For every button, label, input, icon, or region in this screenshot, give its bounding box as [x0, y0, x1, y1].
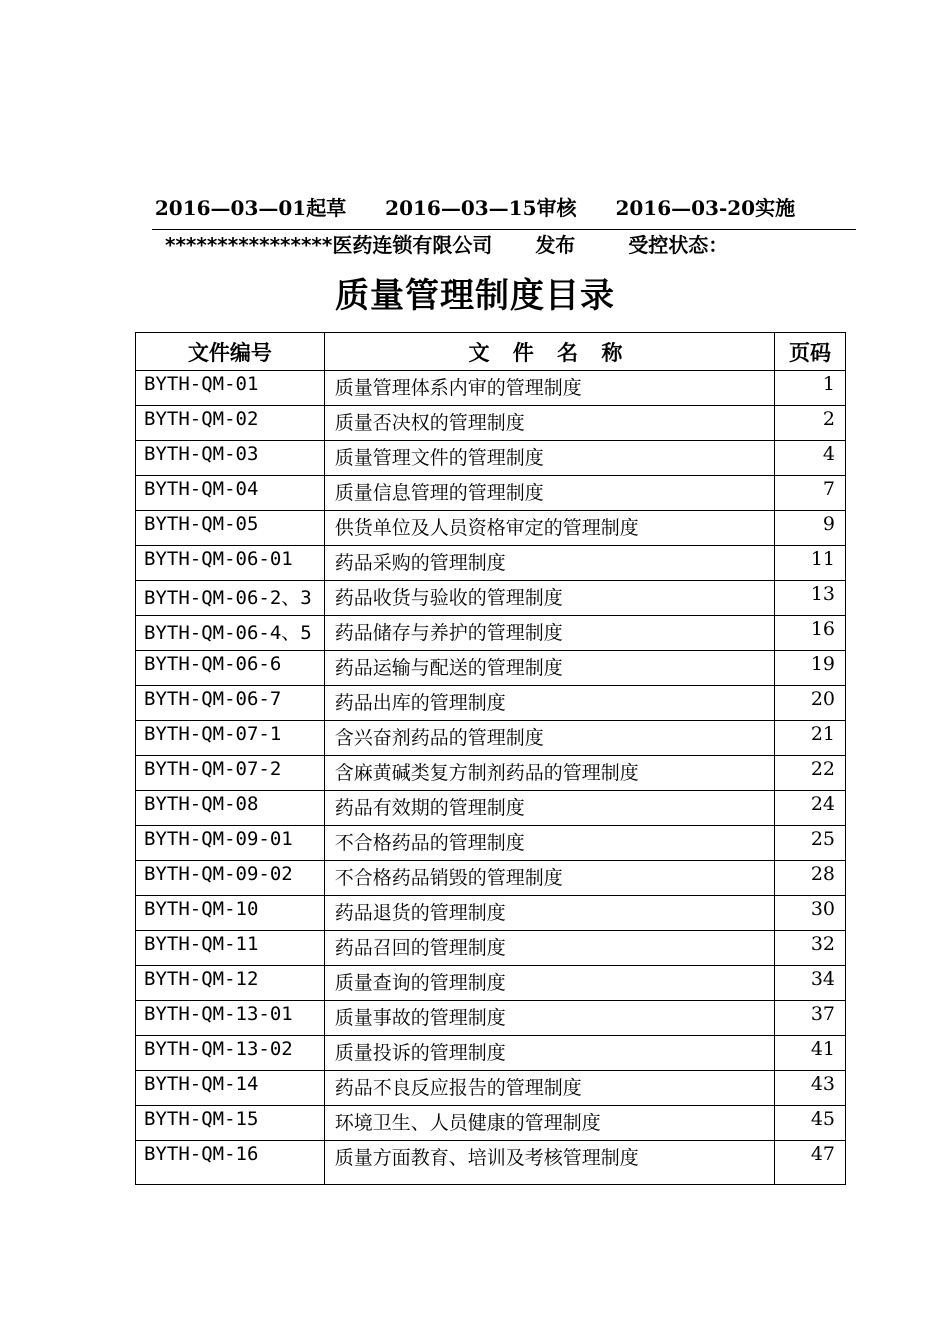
cell-page: 32	[775, 931, 846, 966]
table-row	[136, 721, 846, 756]
cell-page: 7	[775, 476, 846, 511]
table-row	[136, 371, 846, 406]
cell-name: 质量管理体系内审的管理制度	[324, 371, 774, 406]
cell-name: 质量事故的管理制度	[324, 1001, 774, 1036]
cell-page: 43	[775, 1071, 846, 1106]
cell-page: 37	[775, 1001, 846, 1036]
table-row	[136, 476, 846, 511]
review-date: 2016—03—15审核	[385, 196, 577, 220]
cell-name: 质量投诉的管理制度	[324, 1036, 774, 1071]
cell-page: 30	[775, 896, 846, 931]
cell-code: BYTH-QM-10	[136, 896, 325, 931]
cell-name: 药品召回的管理制度	[324, 931, 774, 966]
table-row	[136, 826, 846, 861]
cell-code: BYTH-QM-09-01	[136, 826, 325, 861]
control-status-label: 受控状态：	[628, 233, 729, 257]
table-row	[136, 616, 846, 651]
cell-code: BYTH-QM-11	[136, 931, 325, 966]
cell-page: 22	[775, 756, 846, 791]
cell-page: 25	[775, 826, 846, 861]
cell-page: 1	[775, 371, 846, 406]
table-row	[136, 406, 846, 441]
header-name: 文 件 名 称	[324, 333, 774, 371]
table-row	[136, 931, 846, 966]
cell-code: BYTH-QM-13-02	[136, 1036, 325, 1071]
cell-code: BYTH-QM-01	[136, 371, 325, 406]
cell-name: 药品运输与配送的管理制度	[324, 651, 774, 686]
cell-page: 24	[775, 791, 846, 826]
cell-name: 不合格药品的管理制度	[324, 826, 774, 861]
cell-code: BYTH-QM-13-01	[136, 1001, 325, 1036]
cell-name: 药品有效期的管理制度	[324, 791, 774, 826]
table-row	[136, 651, 846, 686]
table-row	[136, 1141, 846, 1185]
header-page: 页码	[775, 333, 846, 371]
cell-code: BYTH-QM-09-02	[136, 861, 325, 896]
publisher-line	[165, 229, 728, 258]
header-dates	[0, 192, 950, 221]
cell-page: 9	[775, 511, 846, 546]
table-row	[136, 1001, 846, 1036]
cell-code: BYTH-QM-07-1	[136, 721, 325, 756]
cell-page: 11	[775, 546, 846, 581]
table-header-row	[136, 333, 846, 371]
cell-name: 药品出库的管理制度	[324, 686, 774, 721]
cell-name: 药品储存与养护的管理制度	[324, 616, 774, 651]
table-row	[136, 861, 846, 896]
page-title: 质量管理制度目录	[335, 276, 615, 316]
toc-table	[135, 332, 846, 1185]
cell-code: BYTH-QM-08	[136, 791, 325, 826]
table-row	[136, 791, 846, 826]
table-row	[136, 1106, 846, 1141]
cell-code: BYTH-QM-03	[136, 441, 325, 476]
cell-name: 环境卫生、人员健康的管理制度	[324, 1106, 774, 1141]
cell-name: 不合格药品销毁的管理制度	[324, 861, 774, 896]
table-row	[136, 756, 846, 791]
table-row	[136, 1071, 846, 1106]
cell-code: BYTH-QM-16	[136, 1141, 325, 1185]
cell-code: BYTH-QM-07-2	[136, 756, 325, 791]
cell-code: BYTH-QM-06-2、3	[136, 581, 325, 616]
cell-code: BYTH-QM-12	[136, 966, 325, 1001]
cell-page: 4	[775, 441, 846, 476]
cell-page: 41	[775, 1036, 846, 1071]
table-row	[136, 966, 846, 1001]
cell-name: 药品收货与验收的管理制度	[324, 581, 774, 616]
table-row	[136, 441, 846, 476]
cell-page: 20	[775, 686, 846, 721]
cell-code: BYTH-QM-06-4、5	[136, 616, 325, 651]
cell-page: 16	[775, 616, 846, 651]
cell-name: 药品采购的管理制度	[324, 546, 774, 581]
cell-page: 19	[775, 651, 846, 686]
publish-label: 发布	[535, 233, 576, 257]
cell-name: 含麻黄碱类复方制剂药品的管理制度	[324, 756, 774, 791]
cell-code: BYTH-QM-06-6	[136, 651, 325, 686]
cell-code: BYTH-QM-14	[136, 1071, 325, 1106]
table-row	[136, 896, 846, 931]
cell-page: 45	[775, 1106, 846, 1141]
draft-date: 2016—03—01起草	[154, 196, 347, 220]
header-code: 文件编号	[136, 333, 325, 371]
cell-name: 含兴奋剂药品的管理制度	[324, 721, 774, 756]
cell-page: 28	[775, 861, 846, 896]
cell-code: BYTH-QM-15	[136, 1106, 325, 1141]
cell-page: 47	[775, 1141, 846, 1185]
table-row	[136, 581, 846, 616]
cell-name: 质量管理文件的管理制度	[324, 441, 774, 476]
cell-name: 质量查询的管理制度	[324, 966, 774, 1001]
cell-name: 药品退货的管理制度	[324, 896, 774, 931]
cell-code: BYTH-QM-06-7	[136, 686, 325, 721]
cell-code: BYTH-QM-05	[136, 511, 325, 546]
cell-code: BYTH-QM-04	[136, 476, 325, 511]
table-row	[136, 1036, 846, 1071]
table-row	[136, 546, 846, 581]
cell-page: 13	[775, 581, 846, 616]
cell-name: 供货单位及人员资格审定的管理制度	[324, 511, 774, 546]
cell-code: BYTH-QM-02	[136, 406, 325, 441]
table-row	[136, 511, 846, 546]
cell-page: 34	[775, 966, 846, 1001]
table-row	[136, 686, 846, 721]
implement-date: 2016—03-20实施	[615, 196, 796, 220]
cell-name: 药品不良反应报告的管理制度	[324, 1071, 774, 1106]
cell-code: BYTH-QM-06-01	[136, 546, 325, 581]
cell-page: 2	[775, 406, 846, 441]
cell-name: 质量方面教育、培训及考核管理制度	[324, 1141, 774, 1185]
cell-page: 21	[775, 721, 846, 756]
company-name: ****************医药连锁有限公司	[165, 233, 493, 257]
cell-name: 质量否决权的管理制度	[324, 406, 774, 441]
cell-name: 质量信息管理的管理制度	[324, 476, 774, 511]
